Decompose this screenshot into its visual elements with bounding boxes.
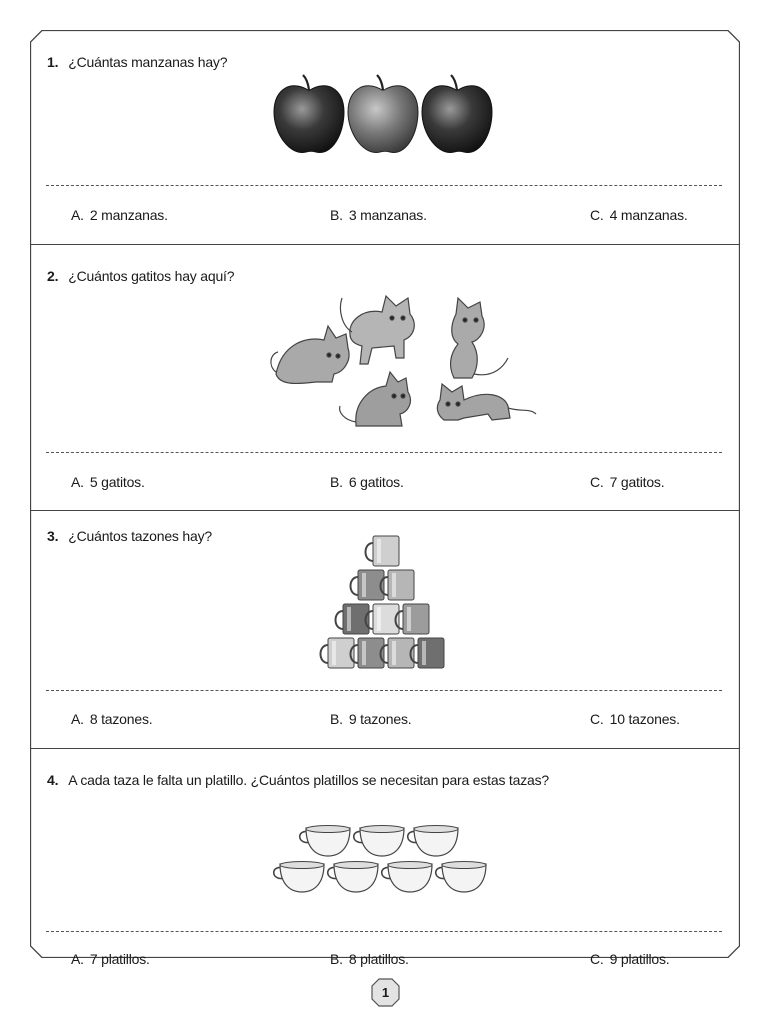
question-1 (30, 30, 740, 244)
teacups-illustration (270, 818, 500, 928)
apple-icon (348, 75, 418, 152)
option-letter: B. (330, 951, 343, 967)
question-3-title (47, 528, 212, 544)
option-letter: C. (590, 951, 604, 967)
question-1-text: ¿Cuántas manzanas hay? (68, 54, 228, 70)
mug-icon (381, 570, 415, 600)
mug-icon (396, 604, 430, 634)
answer-divider (46, 690, 722, 691)
answer-divider (46, 452, 722, 453)
mug-icon (351, 570, 385, 600)
kittens-illustration (258, 274, 548, 444)
kitten-icon (271, 326, 349, 384)
option-letter: B. (330, 474, 343, 490)
option-text: 7 platillos. (89, 951, 150, 967)
question-4-text: A cada taza le falta un platillo. ¿Cuántos platillos se necesitan para estas tazas? (68, 772, 549, 788)
option-letter: C. (590, 711, 604, 727)
question-4-number: 4. (47, 772, 59, 788)
apple-icon (422, 75, 492, 152)
question-1-title (47, 54, 227, 70)
mug-icon (411, 638, 445, 668)
option-b[interactable] (330, 951, 409, 967)
option-letter: A. (71, 951, 84, 967)
mug-icon (381, 638, 415, 668)
question-1-number: 1. (47, 54, 59, 70)
option-text: 9 platillos. (609, 951, 670, 967)
option-letter: A. (71, 474, 84, 490)
option-text: 2 manzanas. (89, 207, 168, 223)
option-text: 3 manzanas. (348, 207, 427, 223)
option-b[interactable] (330, 207, 427, 223)
question-2-text: ¿Cuántos gatitos hay aquí? (68, 268, 235, 284)
option-c[interactable] (590, 711, 680, 727)
option-letter: C. (590, 207, 604, 223)
apple-icon (274, 75, 344, 152)
option-text: 10 tazones. (609, 711, 680, 727)
mug-icon (336, 604, 370, 634)
question-4-title (47, 772, 549, 788)
page-number: 1 (381, 985, 390, 1000)
mug-icon (321, 638, 355, 668)
option-letter: B. (330, 711, 343, 727)
worksheet (30, 30, 740, 967)
option-a[interactable] (71, 951, 150, 967)
option-text: 4 manzanas. (609, 207, 688, 223)
answer-divider (46, 931, 722, 932)
option-text: 7 gatitos. (609, 474, 665, 490)
option-text: 8 tazones. (89, 711, 153, 727)
kitten-icon (451, 298, 508, 378)
kitten-icon (340, 296, 414, 364)
option-b[interactable] (330, 711, 411, 727)
option-letter: A. (71, 207, 84, 223)
option-text: 9 tazones. (348, 711, 412, 727)
option-letter: B. (330, 207, 343, 223)
mug-icon (366, 604, 400, 634)
kitten-icon (437, 384, 536, 420)
option-letter: A. (71, 711, 84, 727)
option-b[interactable] (330, 474, 404, 490)
option-a[interactable] (71, 474, 145, 490)
answer-divider (46, 185, 722, 186)
teacup-icon (354, 826, 404, 857)
question-2 (30, 244, 740, 510)
teacup-icon (436, 862, 486, 893)
teacup-icon (328, 862, 378, 893)
mug-icon (351, 638, 385, 668)
option-text: 6 gatitos. (348, 474, 404, 490)
question-2-title (47, 268, 234, 284)
option-text: 8 platillos. (348, 951, 409, 967)
teacup-icon (408, 826, 458, 857)
question-4 (30, 748, 740, 967)
teacup-icon (274, 862, 324, 893)
option-c[interactable] (590, 951, 669, 967)
option-a[interactable] (71, 207, 168, 223)
question-2-number: 2. (47, 268, 59, 284)
mugs-illustration (312, 534, 452, 704)
question-3-number: 3. (47, 528, 59, 544)
option-c[interactable] (590, 474, 664, 490)
option-c[interactable] (590, 207, 688, 223)
kitten-icon (340, 372, 411, 426)
teacup-icon (300, 826, 350, 857)
question-3 (30, 510, 740, 748)
teacup-icon (382, 862, 432, 893)
option-text: 5 gatitos. (89, 474, 145, 490)
option-letter: C. (590, 474, 604, 490)
option-a[interactable] (71, 711, 152, 727)
apples-illustration (270, 72, 496, 158)
question-3-text: ¿Cuántos tazones hay? (68, 528, 212, 544)
mug-icon (366, 536, 400, 566)
